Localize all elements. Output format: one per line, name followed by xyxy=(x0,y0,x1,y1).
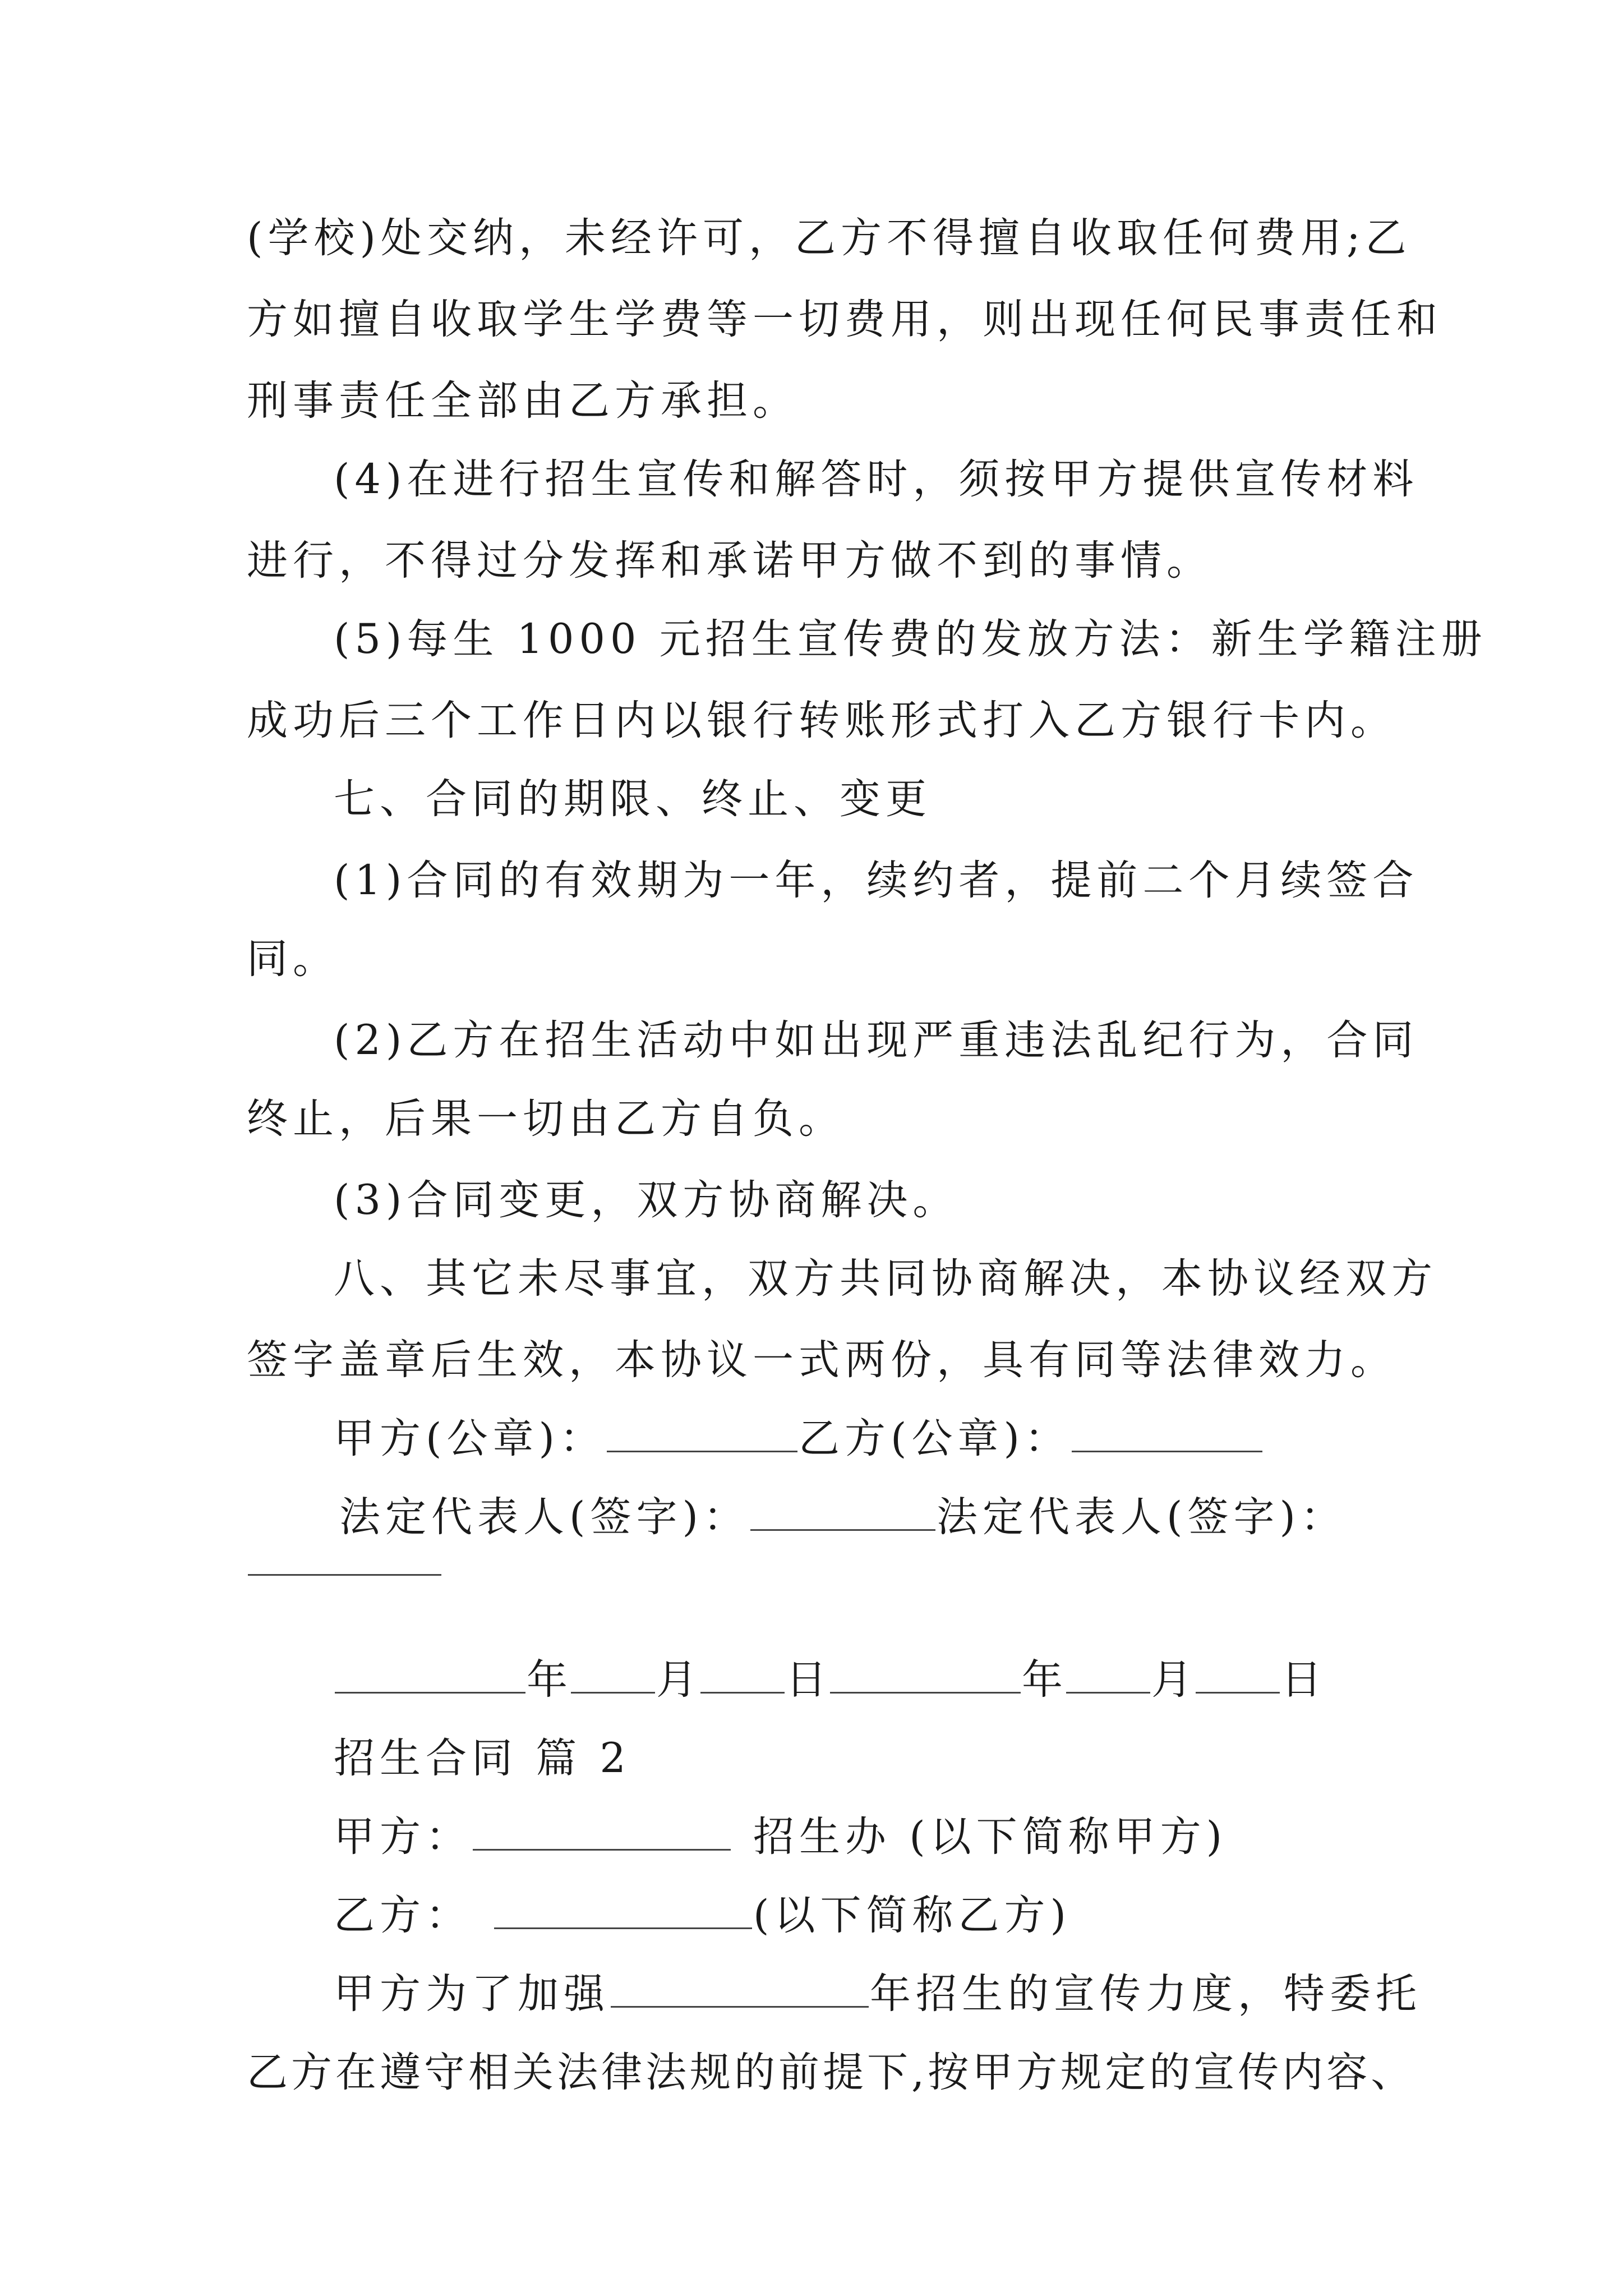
party-a-suffix: 招生办 (以下简称甲方) xyxy=(753,1813,1228,1861)
text-line: 终止，后果一切由乙方自负。 xyxy=(247,1095,845,1143)
seal-line xyxy=(334,1408,1264,1470)
party-a-label: 甲方： xyxy=(334,1813,472,1861)
text-line: (4)在进行招生宣传和解答时，须按甲方提供宣传材料 xyxy=(334,455,1419,503)
month-label-a: 月 xyxy=(656,1656,699,1704)
party-b-rep-blank-line xyxy=(247,1531,442,1593)
contract-heading: 招生合同 篇 2 xyxy=(334,1734,631,1782)
party-a-blank xyxy=(473,1814,731,1851)
party-b-label: 乙方： xyxy=(334,1892,472,1939)
date-b-blank xyxy=(830,1657,1021,1694)
party-b-seal-label: 乙方(公章)： xyxy=(798,1415,1071,1462)
paragraph-end: 年招生的宣传力度，特委托 xyxy=(870,1970,1422,2018)
text-line: 八、其它未尽事宜，双方共同协商解决，本协议经双方 xyxy=(334,1255,1437,1303)
year-label-b: 年 xyxy=(1022,1656,1065,1704)
text-line: 乙方在遵守相关法律法规的前提下,按甲方规定的宣传内容、 xyxy=(247,2049,1415,2096)
day-b-blank xyxy=(1196,1657,1280,1694)
representative-line xyxy=(339,1487,1347,1548)
text-line: 成功后三个工作日内以银行转账形式打入乙方银行卡内。 xyxy=(247,697,1396,744)
party-a-line xyxy=(334,1806,1227,1868)
party-a-seal-label: 甲方(公章)： xyxy=(334,1415,606,1462)
paragraph-start: 甲方为了加强 xyxy=(334,1970,610,2018)
text-line: 方如擅自收取学生学费等一切费用，则出现任何民事责任和 xyxy=(247,296,1442,343)
section-heading: 七、合同的期限、终止、变更 xyxy=(334,775,932,823)
text-line: 刑事责任全部由乙方承担。 xyxy=(247,377,799,425)
party-a-rep-blank xyxy=(750,1494,935,1531)
text-line: (2)乙方在招生活动中如出现严重违法乱纪行为，合同 xyxy=(334,1016,1419,1064)
day-label-a: 日 xyxy=(786,1656,829,1704)
paragraph-line xyxy=(334,1963,1422,2025)
date-line xyxy=(334,1649,1324,1711)
party-a-rep-label: 法定代表人(签字)： xyxy=(339,1493,749,1541)
text-line: (学校)处交纳，未经许可，乙方不得擅自收取任何费用;乙 xyxy=(247,214,1412,262)
day-a-blank xyxy=(700,1657,785,1694)
party-b-blank xyxy=(494,1893,752,1929)
party-b-seal-blank xyxy=(1072,1416,1262,1452)
party-b-line xyxy=(334,1885,1071,1947)
party-a-seal-blank xyxy=(607,1416,797,1452)
date-a-blank xyxy=(335,1657,525,1694)
party-b-rep-blank xyxy=(248,1539,441,1576)
text-line: (1)合同的有效期为一年，续约者，提前二个月续签合 xyxy=(334,857,1419,904)
month-a-blank xyxy=(571,1657,655,1694)
year-label-a: 年 xyxy=(527,1656,570,1704)
year-blank xyxy=(611,1971,869,2008)
month-b-blank xyxy=(1066,1657,1150,1694)
month-label-b: 月 xyxy=(1151,1656,1195,1704)
text-line: 签字盖章后生效，本协议一式两份，具有同等法律效力。 xyxy=(247,1336,1396,1384)
party-b-suffix: (以下简称乙方) xyxy=(753,1892,1071,1939)
text-line: (5)每生 1000 元招生宣传费的发放方法：新生学籍注册 xyxy=(334,615,1487,663)
text-line: 同。 xyxy=(247,935,339,983)
day-label-b: 日 xyxy=(1281,1656,1324,1704)
text-line: 进行，不得过分发挥和承诺甲方做不到的事情。 xyxy=(247,537,1212,585)
party-b-rep-label: 法定代表人(签字)： xyxy=(936,1493,1347,1541)
text-line: (3)合同变更，双方协商解决。 xyxy=(334,1176,959,1224)
